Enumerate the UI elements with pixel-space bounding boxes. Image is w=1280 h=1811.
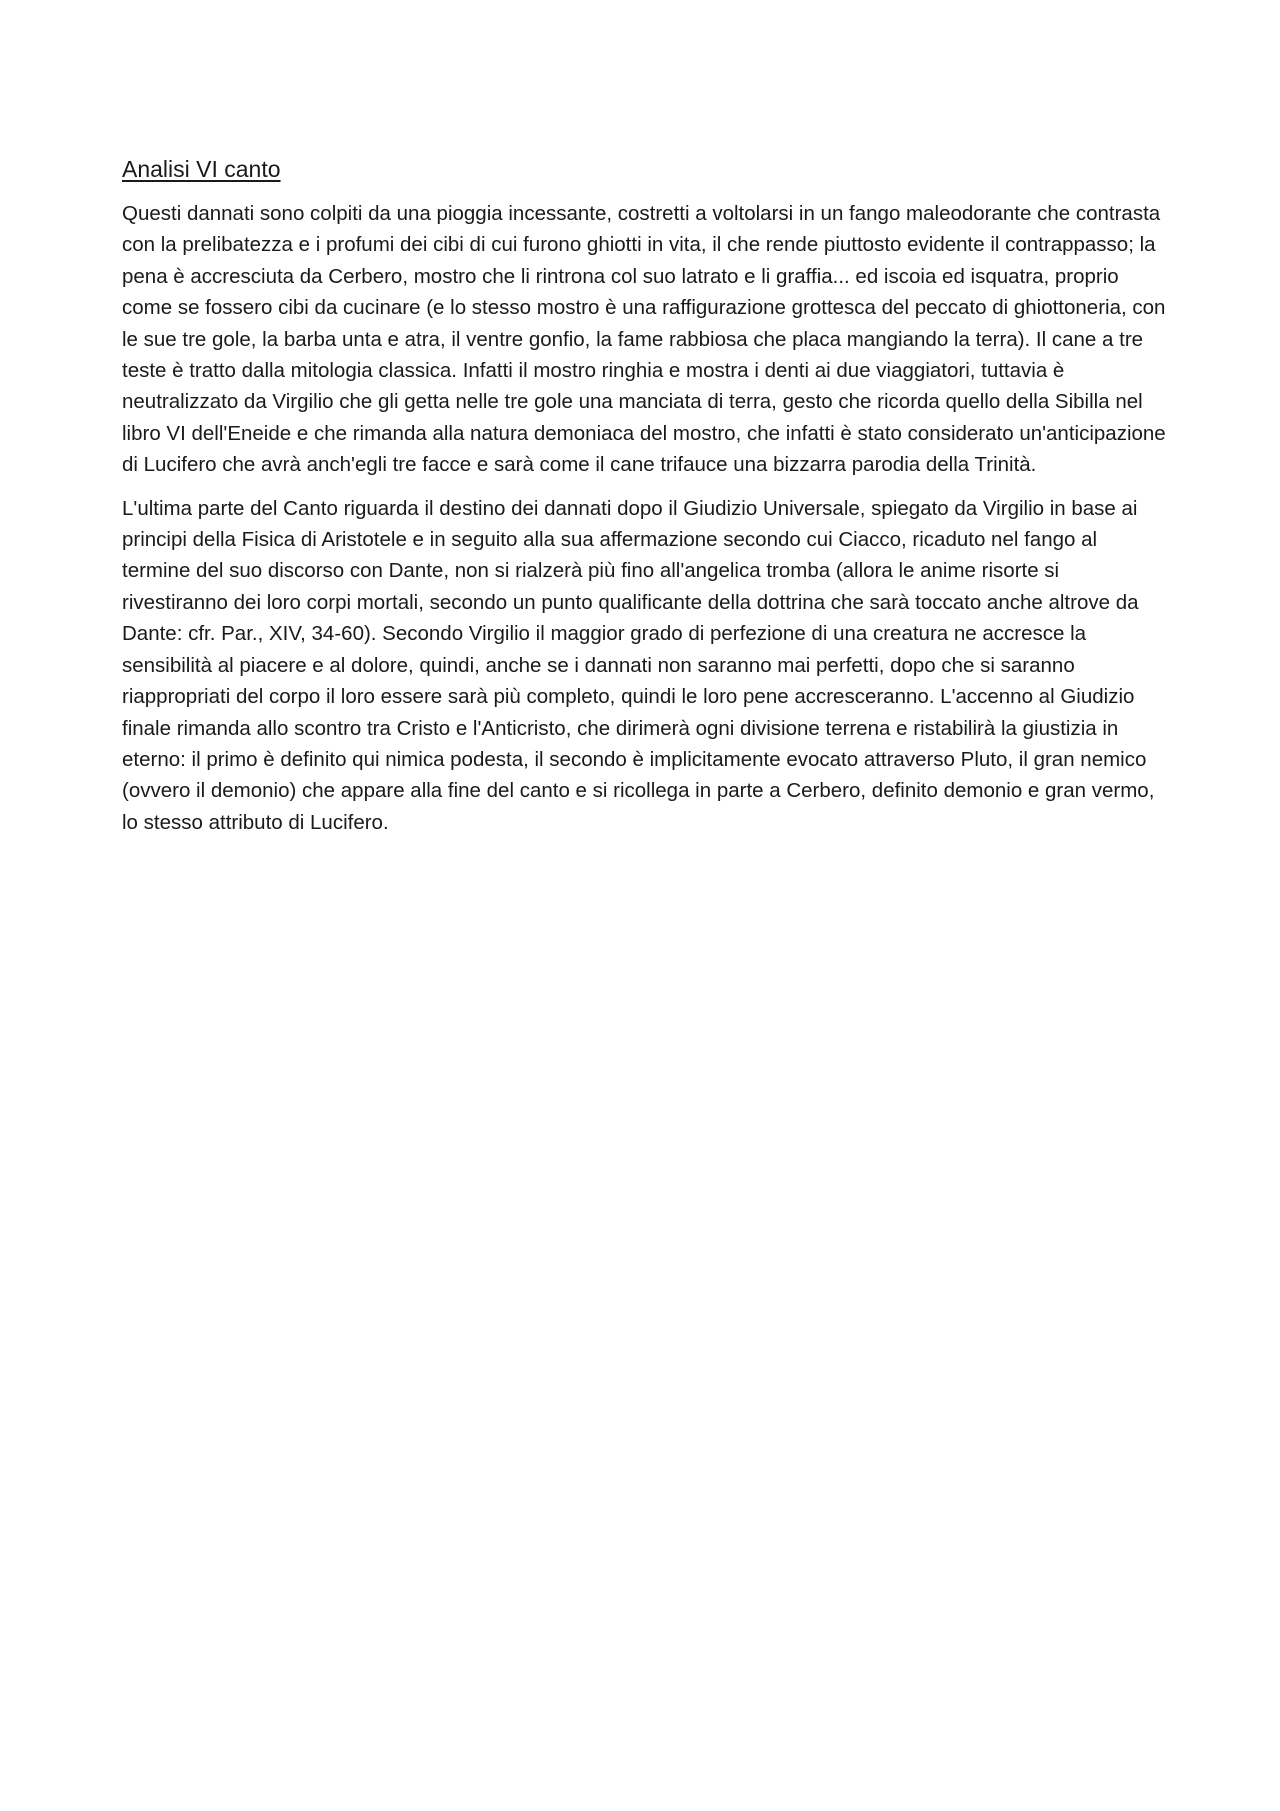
paragraph-cerbero: Questi dannati sono colpiti da una pioggia incessante, costretti a voltolarsi in un fango maleodorante che contrasta con la prelibatezza e i profumi dei cibi di cui furono ghiotti in vita, il che rende piuttosto evidente il contrappasso; la pena è accresciuta da Cerbero, mostro che li rintrona col suo latrato e li graffia... ed iscoia ed isquatra, proprio come se fossero cibi da cucinare (e lo stesso mostro è una raffigurazione grottesca del peccato di ghiottoneria, con le sue tre gole, la barba unta e atra, il ventre gonfio, la fame rabbiosa che placa mangiando la terra). Il cane a tre teste è tratto dalla mitologia classica. Infatti il mostro ringhia e mostra i denti ai due viaggiatori, tuttavia è neutralizzato da Virgilio che gli getta nelle tre gole una manciata di terra, gesto che ricorda quello della Sibilla nel libro VI dell'Eneide e che rimanda alla natura demoniaca del mostro, che infatti è stato considerato un'anticipazione di Lucifero che avrà anch'egli tre facce e sarà come il cane trifauce una bizzarra parodia della Trinità. [122, 202, 1166, 477]
document-title: Analisi VI canto [122, 156, 281, 182]
paragraph-giudizio-universale: L'ultima parte del Canto riguarda il destino dei dannati dopo il Giudizio Universale, spiegato da Virgilio in base ai principi della Fisica di Aristotele e in seguito alla sua affermazione secondo cui Ciacco, ricaduto nel fango al termine del suo discorso con Dante, non si rialzerà più fino all'angelica tromba (allora le anime risorte si rivestiranno dei loro corpi mortali, secondo un punto qualificante della dottrina che sarà toccato anche altrove da Dante: cfr. Par., XIV, 34-60). Secondo Virgilio il maggior grado di perfezione di una creatura ne accresce la sensibilità al piacere e al dolore, quindi, anche se i dannati non saranno mai perfetti, dopo che si saranno riappropriati del corpo il loro essere sarà più completo, quindi le loro pene accresceranno. L'accenno al Giudizio finale rimanda allo scontro tra Cristo e l'Anticristo, che dirimerà ogni divisione terrena e ristabilirà la giustizia in eterno: il primo è definito qui nimica podesta, il secondo è implicitamente evocato attraverso Pluto, il gran nemico (ovvero il demonio) che appare alla fine del canto e si ricollega in parte a Cerbero, definito demonio e gran vermo, lo stesso attributo di Lucifero. [122, 496, 1155, 834]
document-body [122, 152, 1167, 850]
